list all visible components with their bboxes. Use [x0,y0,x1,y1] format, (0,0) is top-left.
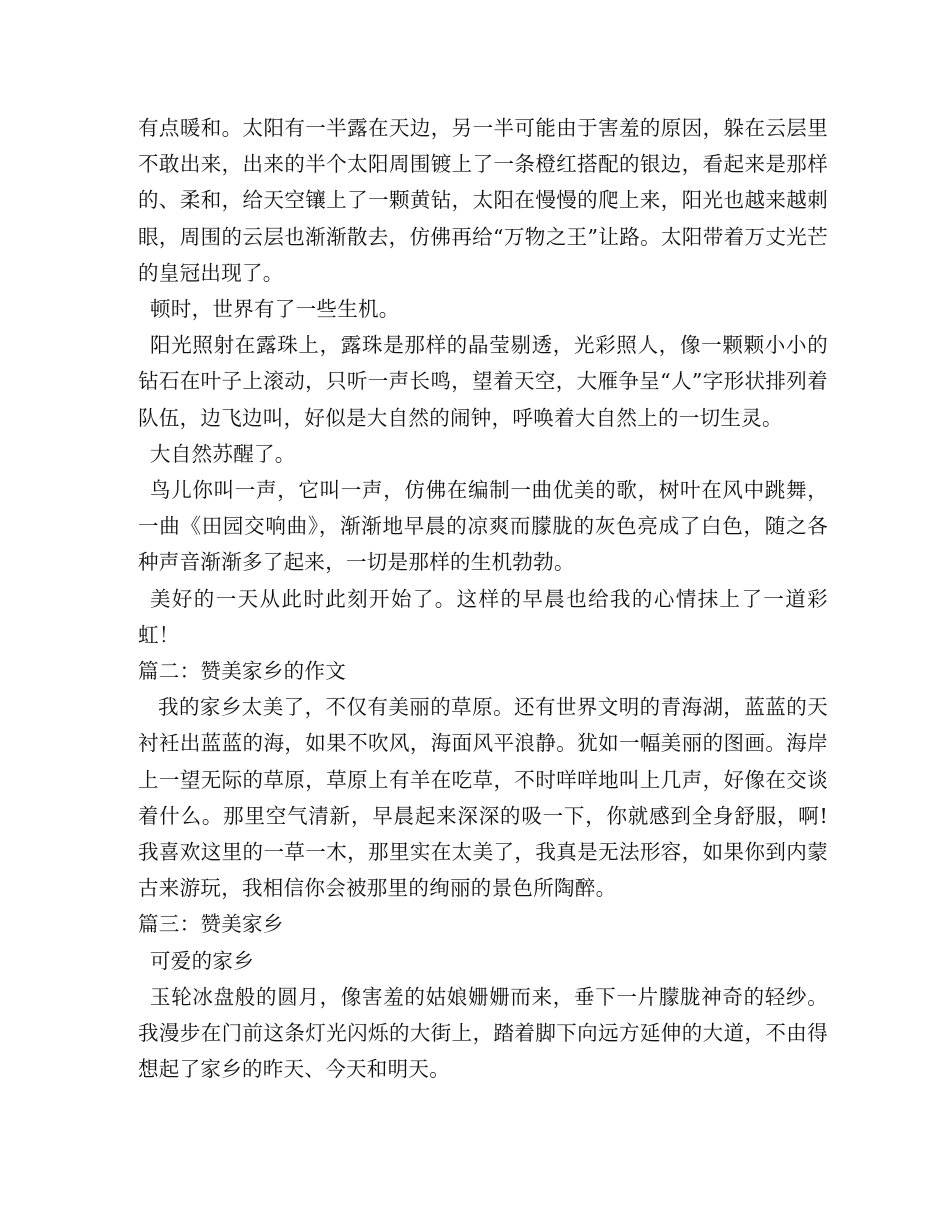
paragraph-nature-awakens: 大自然苏醒了。 [150,441,296,466]
paragraph-birds: 鸟儿你叫一声，它叫一声，仿佛在编制一曲优美的歌，树叶在风中跳舞，一曲《田园交响曲》，渐渐地早晨的凉爽而朦胧的灰色亮成了白色，随之各种声音渐渐多了起来，一切是那样的生机勃勃。 [138,478,828,575]
subtitle-lovely-hometown: 可爱的家乡 [150,948,254,973]
paragraph-vitality: 顿时，世界有了一些生机。 [150,297,400,322]
document-body [138,110,828,1087]
section-heading-2: 篇二：赞美家乡的作文 [138,659,346,684]
paragraph-dewdrops: 阳光照射在露珠上，露珠是那样的晶莹剔透，光彩照人，像一颗颗小小的钻石在叶子上滚动，只听一声长鸣，望着天空，大雁争呈“人”字形状排列着队伍，边飞边叫，好似是大自然的闹钟，呼唤着大自然上的一切生灵。 [138,333,828,430]
paragraph-hometown: 我的家乡太美了，不仅有美丽的草原。还有世界文明的青海湖，蓝蓝的天衬衽出蓝蓝的海，如果不吹风，海面风平浪静。犹如一幅美丽的图画。海岸上一望无际的草原，草原上有羊在吃草，不时咩咩地叫上几声，好像在交谈着什么。那里空气清新，早晨起来深深的吸一下，你就感到全身舒服，啊!我喜欢这里的一草一木，那里实在太美了，我真是无法形容，如果你到内蒙古来游玩，我相信你会被那里的绚丽的景色所陶醉。 [138,695,828,901]
section-heading-3: 篇三：赞美家乡 [138,912,284,937]
paragraph-rainbow: 美好的一天从此时此刻开始了。这样的早晨也给我的心情抹上了一道彩虹！ [138,586,828,647]
paragraph-sunrise: 有点暖和。太阳有一半露在天边，另一半可能由于害羞的原因，躲在云层里不敢出来，出来的半个太阳周围镀上了一条橙红搭配的银边，看起来是那样的、柔和，给天空镶上了一颗黄钻，太阳在慢慢的爬上来，阳光也越来越刺眼，周围的云层也渐渐散去，仿佛再给“万物之王”让路。太阳带着万丈光芒的皇冠出现了。 [138,116,828,285]
paragraph-moon: 玉轮冰盘般的圆月，像害羞的姑娘姗姗而来，垂下一片朦胧神奇的轻纱。我漫步在门前这条灯光闪烁的大街上，踏着脚下向远方延伸的大道，不由得想起了家乡的昨天、今天和明天。 [138,984,828,1082]
